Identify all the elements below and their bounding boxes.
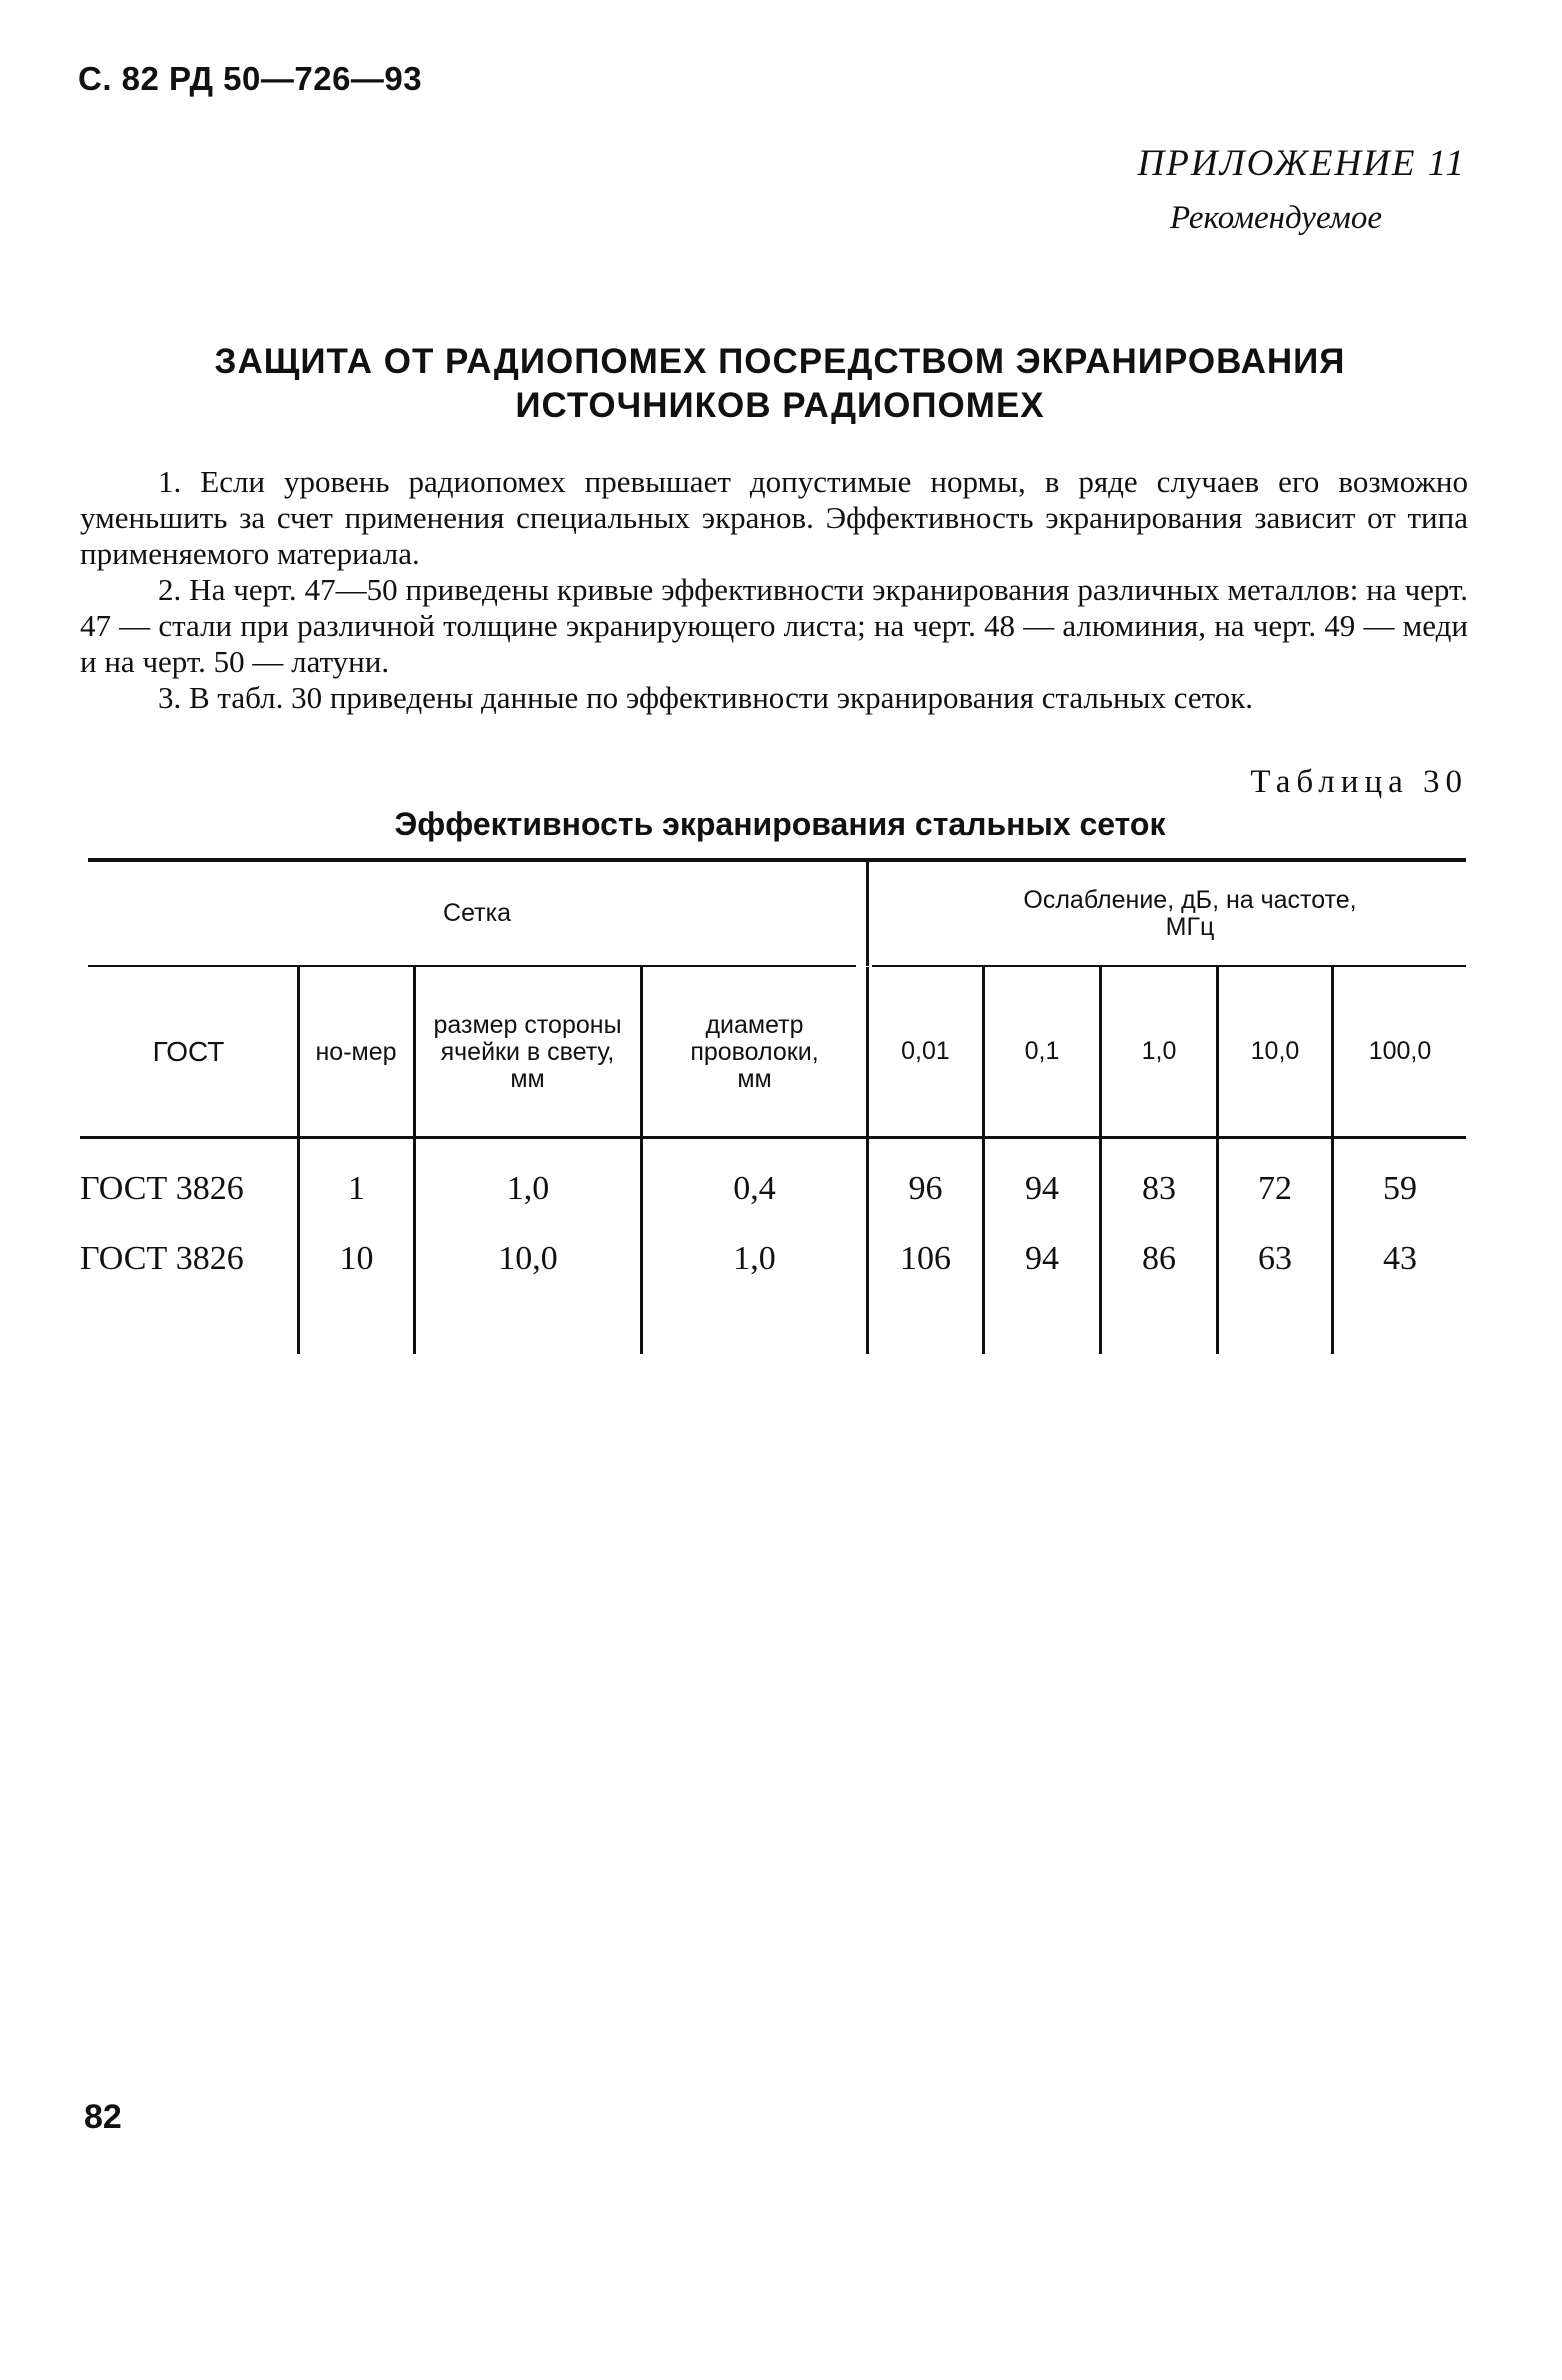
header-gost: ГОСТ: [152, 1036, 225, 1067]
cell-number: 10: [339, 1240, 374, 1277]
cell-att-0-01: 96: [908, 1170, 943, 1207]
cell-gost: ГОСТ 3826: [80, 1240, 244, 1277]
cell-number: 1: [348, 1170, 365, 1207]
body-text: [80, 464, 1468, 716]
cell-cell-size: 10,0: [498, 1240, 558, 1277]
header-mesh: Сетка: [443, 899, 511, 927]
col-divider: [297, 967, 300, 1137]
running-head: С. 82 РД 50—726—93: [78, 60, 423, 97]
cell-att-10-0: 63: [1258, 1240, 1292, 1277]
col-divider: [640, 967, 643, 1137]
cell-att-100-0: 43: [1383, 1240, 1417, 1277]
paragraph-1: 1. Если уровень радиопомех превышает допустимые нормы, в ряде случаев его возможно уменьшить за счет применения специальных экранов. Эффективность экранирования зависит от типа применяемого материала.: [80, 464, 1468, 571]
header-attenuation: Ослабление, дБ, на частоте, МГц: [1023, 886, 1357, 941]
table-number: Таблица 30: [1250, 764, 1468, 800]
title-line-1: ЗАЩИТА ОТ РАДИОПОМЕХ ПОСРЕДСТВОМ ЭКРАНИРОВАНИЯ: [214, 342, 1346, 381]
paragraph-2: 2. На черт. 47—50 приведены кривые эффективности экранирования различных металлов: на черт. 47 — стали при различной толщине экранирующего листа; на черт. 48 — алюминия, на черт. 49 — меди и на черт. 50 — латуни.: [80, 572, 1468, 679]
appendix-status: Рекомендуемое: [1169, 200, 1382, 236]
cell-wire-diameter: 0,4: [733, 1170, 776, 1207]
cell-att-1-0: 86: [1142, 1240, 1176, 1277]
cell-att-100-0: 59: [1383, 1170, 1417, 1207]
cell-att-0-1: 94: [1025, 1170, 1059, 1207]
cell-cell-size: 1,0: [506, 1170, 550, 1207]
page-title: [80, 340, 1480, 428]
paragraph-3: 3. В табл. 30 приведены данные по эффективности экранирования стальных сеток.: [158, 680, 1254, 715]
header-wire-diameter: диаметр проволоки, мм: [690, 1010, 819, 1093]
header-bottom-rule: [80, 1136, 1466, 1139]
page-number: 82: [84, 2098, 122, 2136]
header-freq-100-0: 100,0: [1368, 1037, 1432, 1065]
cell-wire-diameter: 1,0: [733, 1240, 776, 1277]
table-title: Эффективность экранирования стальных сеток: [394, 806, 1166, 842]
col-divider: [866, 862, 869, 966]
header-freq-1-0: 1,0: [1141, 1037, 1177, 1065]
cell-att-10-0: 72: [1258, 1170, 1292, 1207]
header-freq-10-0: 10,0: [1250, 1037, 1300, 1065]
header-freq-0-01: 0,01: [901, 1037, 950, 1065]
col-divider: [413, 967, 416, 1137]
cell-att-0-1: 94: [1025, 1240, 1059, 1277]
header-freq-0-1: 0,1: [1024, 1037, 1060, 1065]
header-number: но-мер: [315, 1037, 397, 1066]
cell-att-0-01: 106: [900, 1240, 951, 1277]
appendix-label: ПРИЛОЖЕНИЕ 11: [1137, 143, 1466, 184]
title-line-2: ИСТОЧНИКОВ РАДИОПОМЕХ: [515, 386, 1045, 425]
cell-gost: ГОСТ 3826: [80, 1170, 244, 1207]
cell-att-1-0: 83: [1142, 1170, 1176, 1207]
header-cell-size: размер стороны ячейки в свету, мм: [433, 1010, 622, 1093]
